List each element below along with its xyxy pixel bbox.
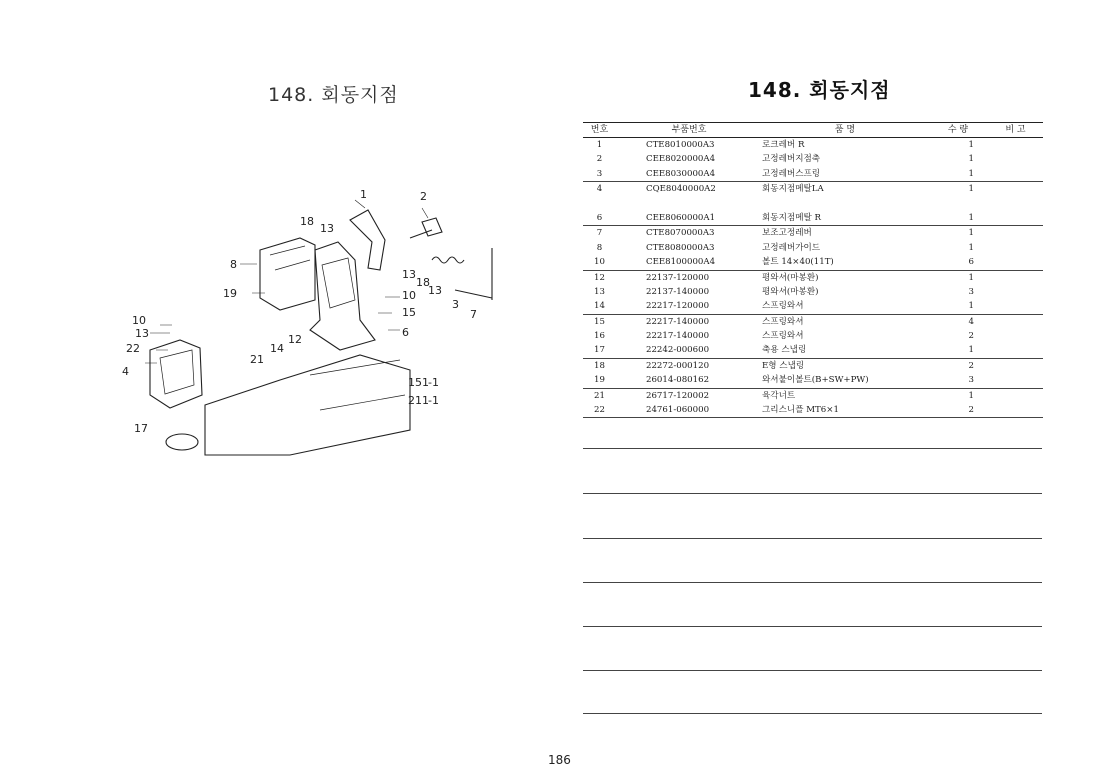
callout-211: 211	[408, 394, 429, 407]
cell-qty: 3	[968, 375, 974, 386]
cell-part-no: 22242-000600	[646, 345, 710, 356]
cell-name: 육각너트	[762, 390, 796, 401]
table-row	[583, 255, 1043, 269]
cell-part-no: 22137-140000	[646, 286, 710, 297]
page-number: 186	[548, 753, 571, 767]
cell-name: 평와셔(마봉환)	[762, 286, 819, 297]
cell-part-no: CEE8020000A4	[646, 154, 716, 165]
cell-qty: 2	[968, 331, 974, 342]
cell-qty: 6	[968, 257, 974, 268]
cell-part-no: CEE8030000A4	[646, 168, 716, 179]
cell-qty: 1	[968, 154, 974, 165]
spring-part	[432, 257, 464, 263]
blank-ruled-line	[583, 493, 1042, 494]
header-qty: 수 량	[947, 125, 969, 135]
aux-lever-part	[455, 248, 492, 300]
callout-13: 13	[320, 222, 334, 235]
cell-name: 보조고정레버	[762, 228, 812, 239]
table-row	[583, 329, 1043, 343]
snap-ring-part	[166, 434, 198, 450]
callout-12: 12	[288, 333, 302, 346]
cell-name: 회동지점메탈LA	[762, 184, 824, 195]
callout-10b: 10	[132, 314, 146, 327]
cell-no: 6	[596, 212, 603, 223]
table-row	[583, 388, 1043, 403]
cell-no: 8	[596, 242, 603, 253]
cell-no: 21	[594, 390, 605, 401]
exploded-parts-diagram	[110, 180, 530, 460]
header-part-no: 부품번호	[671, 125, 707, 135]
cell-no: 1	[596, 140, 603, 150]
cell-part-no: 24761-060000	[646, 405, 710, 416]
cell-remark	[988, 138, 1043, 152]
cell-name: 평와셔(마봉환)	[762, 272, 819, 283]
cell-part-no: CEE8100000A4	[646, 257, 716, 268]
cell-part-no: 22272-000120	[646, 360, 710, 371]
cell-name: E형 스냅링	[762, 360, 805, 371]
cell-part-no: 22217-140000	[646, 316, 710, 327]
cell-part-no: CTE8070000A3	[646, 228, 715, 239]
cell-remark	[988, 255, 1043, 269]
cell-name: 로크레버 R	[762, 140, 805, 150]
cell-qty: 1	[968, 301, 974, 312]
cell-remark	[988, 329, 1043, 343]
cell-part-no: 22217-120000	[646, 301, 710, 312]
cell-no: 2	[596, 154, 603, 165]
cell-qty: 2	[968, 405, 974, 416]
cell-remark	[988, 343, 1043, 357]
shaft-part	[422, 218, 442, 236]
blank-ruled-line	[583, 538, 1042, 539]
callout-21: 21	[250, 353, 264, 366]
cell-remark	[988, 299, 1043, 313]
table-header	[583, 122, 1043, 138]
cell-no: 18	[594, 360, 605, 371]
callout-15: 15	[402, 306, 416, 319]
header-no: 번호	[590, 125, 609, 135]
callout-2: 2	[420, 190, 427, 203]
callout-1: 1	[360, 188, 367, 201]
callout-3: 3	[452, 298, 459, 311]
callout-17: 17	[134, 422, 148, 435]
callout-14: 14	[270, 342, 284, 355]
left-page-title: 148. 회동지점	[268, 84, 399, 106]
cell-qty: 2	[968, 360, 974, 371]
table-row	[583, 138, 1043, 152]
parts-table	[583, 122, 1043, 418]
cell-remark	[988, 211, 1043, 225]
cell-no: 15	[594, 316, 605, 327]
cell-name: 와셔붙이볼트(B+SW+PW)	[762, 375, 869, 386]
blank-ruled-line	[583, 582, 1042, 583]
table-row	[583, 211, 1043, 225]
table-row	[583, 167, 1043, 181]
cell-name: 스프링와셔	[762, 316, 804, 327]
table-row	[583, 241, 1043, 255]
header-name: 품 명	[834, 125, 856, 135]
table-row	[583, 314, 1043, 329]
cell-qty: 1	[968, 184, 974, 195]
cell-no: 4	[596, 184, 603, 195]
right-page-title: 148. 회동지점	[748, 78, 891, 102]
callout-7: 7	[470, 308, 477, 321]
cell-part-no: CTE8080000A3	[646, 242, 715, 253]
cell-remark	[988, 271, 1043, 285]
callout-18: 18	[300, 215, 314, 228]
cell-no: 16	[594, 331, 605, 342]
table-row	[583, 181, 1043, 211]
cell-qty: 1	[968, 242, 974, 253]
cell-no: 14	[594, 301, 605, 312]
callout-4: 4	[122, 365, 129, 378]
cell-name: 축용 스냅링	[762, 345, 807, 356]
cell-remark	[988, 167, 1043, 181]
cell-part-no: CTE8010000A3	[646, 140, 715, 150]
cell-qty: 1	[968, 168, 974, 179]
cell-no: 13	[594, 286, 605, 297]
table-row	[583, 152, 1043, 166]
table-row	[583, 343, 1043, 357]
cell-remark	[988, 241, 1043, 255]
callout-10: 10	[402, 289, 416, 302]
callout-151: 151	[408, 376, 429, 389]
table-row	[583, 358, 1043, 373]
blank-ruled-line	[583, 448, 1042, 449]
blank-ruled-line	[583, 713, 1042, 714]
callout-22: 22	[126, 342, 140, 355]
cell-qty: 1	[968, 345, 974, 356]
cell-qty: 1	[968, 272, 974, 283]
cell-no: 3	[596, 168, 603, 179]
cell-no: 12	[594, 272, 605, 283]
cell-no: 17	[594, 345, 605, 356]
cell-no: 7	[596, 228, 603, 239]
cell-name: 회동지점메탈 R	[762, 212, 822, 223]
callout-18b: 18	[416, 276, 430, 289]
cell-name: 스프링와셔	[762, 331, 804, 342]
callout-13d: 13	[135, 327, 149, 340]
cell-name: 고정레버가이드	[762, 242, 821, 253]
blank-ruled-line	[583, 670, 1042, 671]
cell-part-no: CEE8060000A1	[646, 212, 716, 223]
cell-remark	[988, 403, 1043, 417]
cell-part-no: 22137-120000	[646, 272, 710, 283]
guide-plate-part	[260, 238, 315, 310]
callout-8: 8	[230, 258, 237, 271]
cell-remark	[988, 285, 1043, 299]
cell-qty: 1	[968, 140, 974, 150]
callout-13c: 13	[428, 284, 442, 297]
callout-19: 19	[223, 287, 237, 300]
cell-qty: 1	[968, 228, 974, 239]
cell-qty: 1	[968, 390, 974, 401]
cell-remark	[988, 359, 1043, 373]
cell-remark	[988, 373, 1043, 387]
table-row	[583, 299, 1043, 313]
cell-remark	[988, 152, 1043, 166]
cell-qty: 3	[968, 286, 974, 297]
cell-part-no: 26717-120002	[646, 390, 710, 401]
cell-name: 볼트 14×40(11T)	[762, 257, 834, 268]
cell-no: 22	[594, 405, 605, 416]
cell-remark	[988, 389, 1043, 403]
callout-13b: 13	[402, 268, 416, 281]
cell-name: 고정레버스프링	[762, 168, 821, 179]
table-row	[583, 403, 1043, 418]
callout-211-suffix: -1	[428, 394, 439, 407]
frame-part	[205, 355, 410, 455]
blank-ruled-line	[583, 626, 1042, 627]
callout-151-suffix: -1	[428, 376, 439, 389]
cell-qty: 4	[968, 316, 974, 327]
cell-name: 고정레버지점축	[762, 154, 821, 165]
cell-no: 10	[594, 257, 605, 268]
cell-qty: 1	[968, 212, 974, 223]
table-row	[583, 285, 1043, 299]
header-remark: 비 고	[1005, 125, 1026, 135]
cell-part-no: 26014-080162	[646, 375, 710, 386]
callout-6: 6	[402, 326, 409, 339]
cell-remark	[988, 315, 1043, 329]
cell-no: 19	[594, 375, 605, 386]
cell-name: 스프링와셔	[762, 301, 804, 312]
bracket-part	[310, 242, 375, 350]
cell-remark	[988, 226, 1043, 240]
table-row	[583, 270, 1043, 285]
cell-name: 그리스니플 MT6×1	[762, 405, 839, 416]
cell-part-no: CQE8040000A2	[646, 184, 716, 195]
table-row	[583, 225, 1043, 240]
cell-part-no: 22217-140000	[646, 331, 710, 342]
table-row	[583, 373, 1043, 387]
